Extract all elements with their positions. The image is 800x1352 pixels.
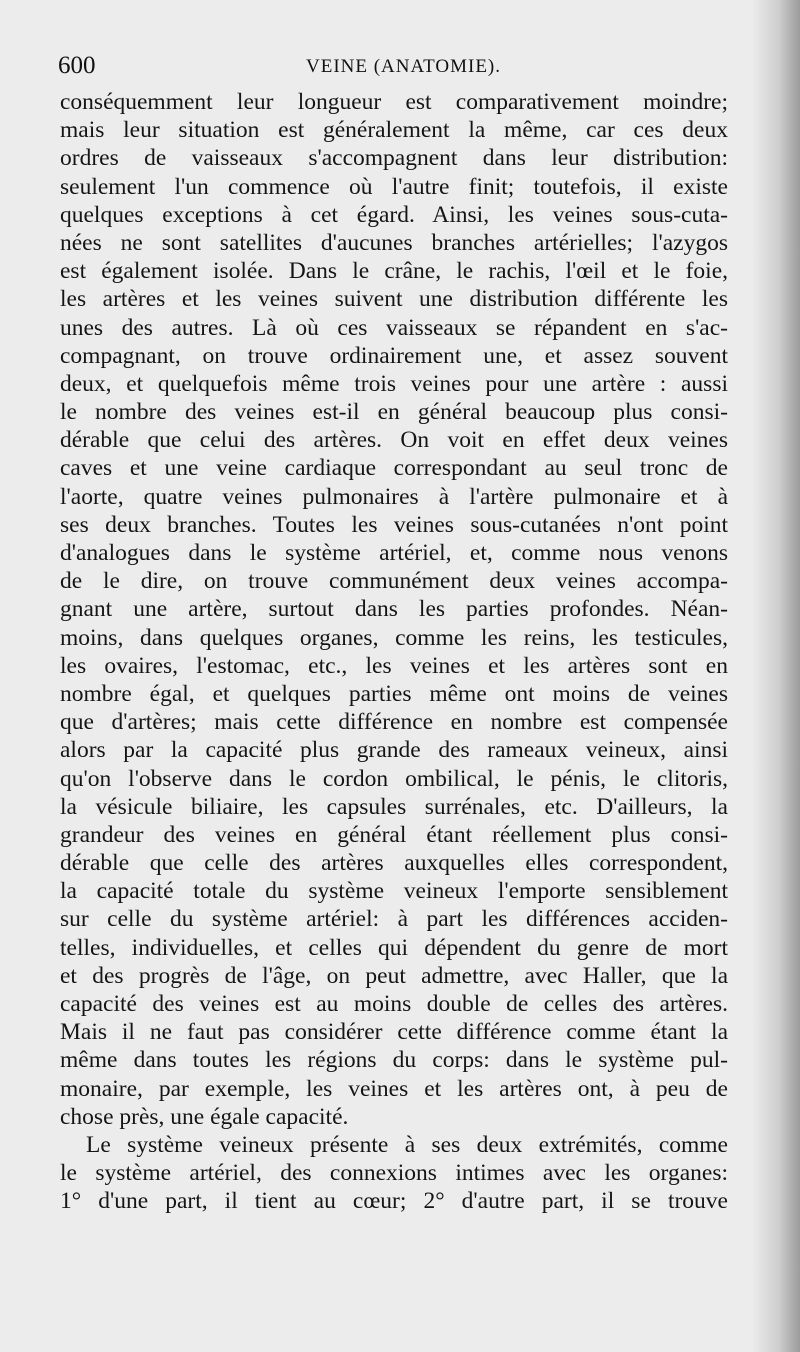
text-line: grandeur des veines en général étant réellement plus consi- — [60, 821, 728, 848]
text-line: et des progrès de l'âge, on peut admettre, avec Haller, que la — [60, 962, 728, 989]
text-line: dérable que celle des artères auxquelles elles correspondent, — [60, 850, 728, 877]
text-line: qu'on l'observe dans le cordon ombilical, le pénis, le clitoris, — [60, 765, 728, 792]
text-line: dérable que celui des artères. On voit en effet deux veines — [60, 427, 728, 454]
text-line: que d'artères; mais cette différence en nombre est compensée — [60, 709, 728, 736]
text-line: la capacité totale du système veineux l'emporte sensiblement — [60, 878, 728, 905]
text-line: Mais il ne faut pas considérer cette différence comme étant la — [60, 1019, 728, 1046]
text-line: même dans toutes les régions du corps: dans le système pul- — [60, 1047, 728, 1074]
text-line: les artères et les veines suivent une distribution différente les — [60, 286, 728, 313]
text-line: d'analogues dans le système artériel, et, comme nous venons — [60, 540, 728, 566]
text-line: unes des autres. Là où ces vaisseaux se répandent en s'ac- — [60, 314, 728, 341]
text-line: Le système veineux présente à ses deux extrémités, comme — [86, 1131, 728, 1158]
page-edge-shadow — [752, 0, 800, 1352]
page-number: 600 — [58, 52, 96, 79]
text-line: caves et une veine cardiaque correspondant au seul tronc de — [60, 455, 728, 482]
text-line: chose près, une égale capacité. — [60, 1103, 349, 1130]
text-line: les ovaires, l'estomac, etc., les veines et les artères sont en — [60, 652, 728, 679]
text-line: la vésicule biliaire, les capsules surrénales, etc. D'ailleurs, la — [60, 793, 728, 820]
running-head: VEINE (ANATOMIE). — [306, 56, 502, 77]
text-line: conséquemment leur longueur est comparativement moindre; — [60, 89, 728, 115]
text-line: moins, dans quelques organes, comme les reins, les testicules, — [60, 624, 728, 651]
text-line: compagnant, on trouve ordinairement une, et assez souvent — [60, 342, 728, 369]
paragraph-1 — [60, 88, 728, 1131]
page-header — [58, 52, 728, 88]
text-line: quelques exceptions à cet égard. Ainsi, les veines sous-cuta- — [60, 201, 728, 228]
text-line: de le dire, on trouve communément deux veines accompa- — [60, 568, 728, 595]
body-text — [60, 88, 728, 1216]
text-line: nées ne sont satellites d'aucunes branches artérielles; l'azygos — [60, 229, 728, 256]
text-line: nombre égal, et quelques parties même ont moins de veines — [60, 680, 728, 707]
text-line: monaire, par exemple, les veines et les artères ont, à peu de — [60, 1075, 728, 1102]
text-line: deux, et quelquefois même trois veines pour une artère : aussi — [60, 370, 728, 397]
text-line: le système artériel, des connexions intimes avec les organes: — [60, 1160, 728, 1187]
text-line: l'aorte, quatre veines pulmonaires à l'artère pulmonaire et à — [60, 483, 728, 510]
text-line: 1° d'une part, il tient au cœur; 2° d'autre part, il se trouve — [60, 1188, 728, 1215]
text-line: capacité des veines est au moins double de celles des artères. — [60, 991, 728, 1017]
text-line: le nombre des veines est-il en général beaucoup plus consi- — [60, 399, 728, 426]
text-line: telles, individuelles, et celles qui dépendent du genre de mort — [60, 934, 728, 961]
text-line: ses deux branches. Toutes les veines sous-cutanées n'ont point — [60, 511, 728, 538]
text-line: mais leur situation est généralement la même, car ces deux — [60, 117, 728, 144]
text-line: seulement l'un commence où l'autre finit; toutefois, il existe — [60, 173, 728, 200]
text-line: sur celle du système artériel: à part les différences acciden- — [60, 906, 728, 933]
text-line: gnant une artère, surtout dans les parties profondes. Néan- — [60, 596, 728, 623]
text-line: ordres de vaisseaux s'accompagnent dans leur distribution: — [60, 145, 728, 172]
text-line: alors par la capacité plus grande des rameaux veineux, ainsi — [60, 737, 728, 764]
paragraph-2 — [60, 1131, 728, 1216]
text-line: est également isolée. Dans le crâne, le rachis, l'œil et le foie, — [60, 258, 728, 285]
